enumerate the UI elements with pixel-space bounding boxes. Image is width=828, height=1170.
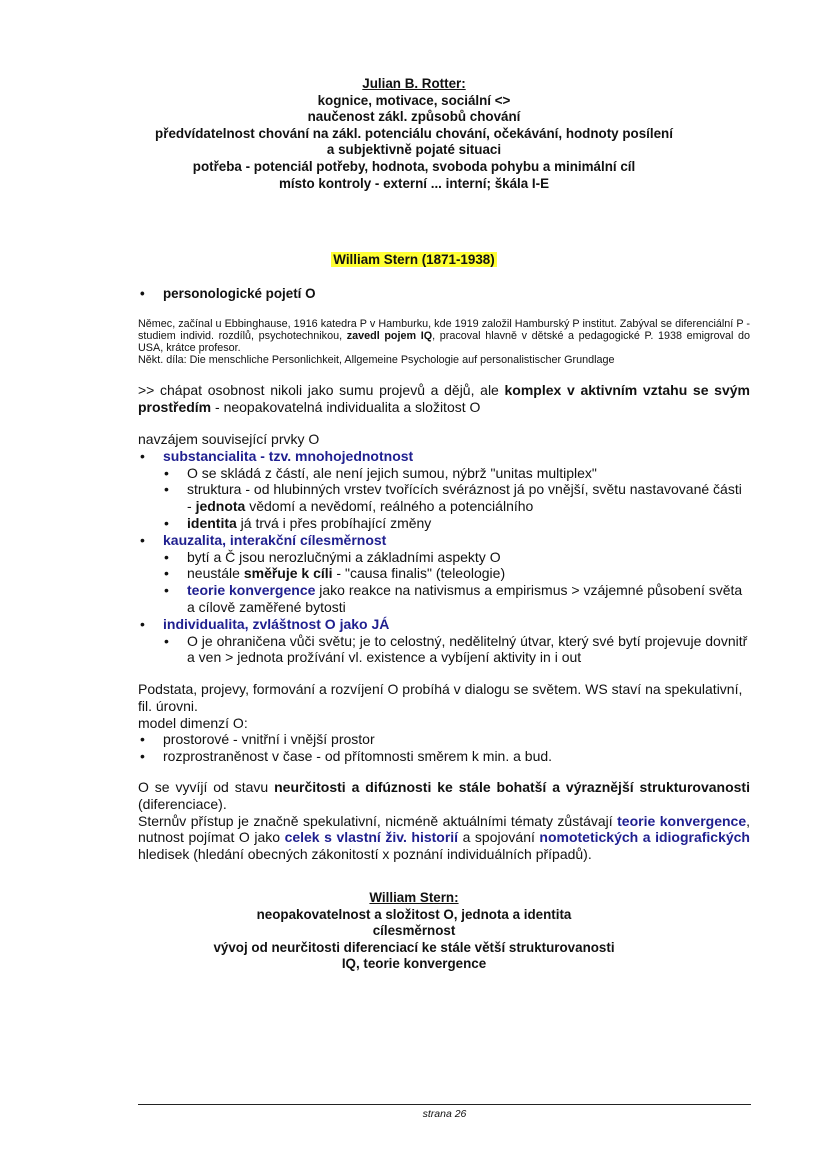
stern-heading: William Stern (1871-1938) (333, 252, 495, 267)
item-text: bytí a Č jsou nerozlučnými a základními aspekty O (187, 548, 501, 565)
para-text-blue: teorie konvergence (617, 812, 747, 829)
rotter-line: kognice, motivace, sociální <> (317, 92, 511, 108)
section-title: substancialita - tzv. mnohojednotnost (163, 447, 414, 464)
personological-heading-text: personologické pojetí O (163, 286, 316, 301)
item-text: neustále (187, 565, 244, 582)
list-item (138, 515, 750, 532)
para-text: (diferenciace). (138, 795, 227, 812)
stern-summary (100, 890, 728, 973)
rotter-line: předvídatelnost chování na zákl. potenciálu chování, očekávání, hodnoty posílení (155, 125, 673, 141)
rotter-summary (100, 76, 728, 192)
bio-text-bold: zavedl pojem IQ (346, 330, 433, 342)
para-text: Podstata, projevy, formování a rozvíjení O probíhá v dialogu se světem. WS staví na spekulativní, fil. úrovni. (138, 681, 743, 714)
list-item (138, 582, 750, 616)
para-text: O se vyvíjí od stavu (138, 779, 275, 795)
section-substancialita (138, 448, 750, 465)
para-text-blue: nomotetických a idiografických (539, 829, 750, 846)
para-text: , nutnost pojímat O jako (138, 812, 750, 846)
rotter-line: naučenost zákl. způsobů chování (307, 109, 521, 125)
rotter-title: Julian B. Rotter: (362, 76, 466, 91)
bio-text: , pracoval hlavně v dětské a pedagogické P. 1938 emigroval do USA, krátce profesor. (138, 330, 751, 354)
page-number: strana 26 (422, 1108, 467, 1120)
summary-line: IQ, teorie konvergence (341, 956, 487, 972)
stern-para-complex (138, 382, 750, 416)
item-text: O je ohraničena vůči světu; je to celostný, nedělitelný útvar, který své bytí projevuje dovnitř a ven > jednota prožívání vl. existence a vybíjení aktivity in i out (187, 632, 748, 666)
section-individualita (138, 616, 750, 633)
para-text-blue: celek s vlastní živ. historií (284, 829, 459, 846)
item-text: vědomí a nevědomí, reálného a potenciálního (245, 498, 534, 515)
section-title: kauzalita, interakční cílesměrnost (163, 531, 387, 548)
para-text-bold: neurčitosti a difúznosti ke stále bohatší a výraznější strukturovanosti (274, 779, 750, 795)
stern-para-development (138, 779, 750, 863)
stern-para-dialog (138, 681, 750, 765)
list-item (138, 731, 750, 748)
rotter-line: a subjektivně pojaté situaci (326, 142, 502, 158)
list-item (138, 633, 750, 667)
para-text: a spojování (458, 829, 540, 846)
elements-intro: navzájem související prvky O (138, 431, 320, 447)
para-text: Sternův přístup je značně spekulativní, nicméně aktuálními tématy zůstávají (138, 812, 618, 829)
summary-line: vývoj od neurčitosti diferenciací ke stále větší strukturovanosti (213, 939, 615, 955)
personological-heading (138, 286, 775, 302)
summary-line: cílesměrnost (372, 923, 456, 939)
item-text: jako reakce na nativismus a empirismus > vzájemné působení světa a cílově zaměřené bytosti (187, 582, 743, 615)
summary-line: neopakovatelnost a složitost O, jednota a identita (256, 906, 572, 922)
item-text: já trvá i přes probíhající změny (236, 514, 432, 531)
rotter-line: místo kontroly - externí ... interní; škála I-E (278, 175, 550, 191)
list-item (138, 481, 750, 515)
elements-list (138, 431, 750, 666)
item-text-bold: jednota (195, 498, 246, 515)
item-text: - "causa finalis" (teleologie) (332, 565, 506, 582)
list-item (138, 549, 750, 566)
section-title: individualita, zvláštnost O jako JÁ (163, 615, 390, 632)
item-text: prostorové - vnitřní i vnější prostor (163, 731, 375, 748)
rotter-line: potřeba - potenciál potřeby, hodnota, svoboda pohybu a minimální cíl (192, 158, 636, 174)
list-item (138, 748, 750, 765)
item-text: struktura - od hlubinných vrstev tvořících svéráznost já po vnější, světu nastavované části - (187, 481, 742, 515)
para-text: hledisek (hledání obecných zákonitostí x poznání individuálních případů). (138, 846, 592, 863)
para-text: - neopakovatelná individualita a složitost O (211, 398, 481, 415)
list-item (138, 465, 750, 482)
list-item (138, 565, 750, 582)
item-text: rozprostraněnost v čase - od přítomnosti směrem k min. a bud. (163, 748, 553, 765)
stern-works: Někt. díla: Die menschliche Personlichkeit, Allgemeine Psychologie auf personalistischer Grundlage (138, 354, 615, 366)
item-text-blue: teorie konvergence (187, 582, 316, 599)
item-text: O se skládá z částí, ale není jejich sumou, nýbrž "unitas multiplex" (187, 464, 597, 481)
item-text-bold: identita (187, 514, 237, 531)
section-kauzalita (138, 532, 750, 549)
bio-text: Němec, začínal u Ebbinghause, 1916 katedra P v Hamburku, kde 1919 založil Hamburský P institut. Zabýval se diferenciální P - studiem individ. rozdílů, psychotechnikou, (138, 318, 750, 342)
para-text-bold: komplex v aktivním vztahu se svým prostředím (138, 382, 750, 415)
item-text-bold: směřuje k cíli (243, 565, 333, 582)
footer-divider (138, 1104, 751, 1105)
model-intro: model dimenzí O: (138, 714, 248, 731)
para-text: >> chápat osobnost nikoli jako sumu projevů a dějů, ale (138, 382, 505, 398)
summary-title: William Stern: (369, 890, 459, 905)
stern-bio (138, 318, 750, 366)
stern-heading-wrap (100, 252, 728, 269)
